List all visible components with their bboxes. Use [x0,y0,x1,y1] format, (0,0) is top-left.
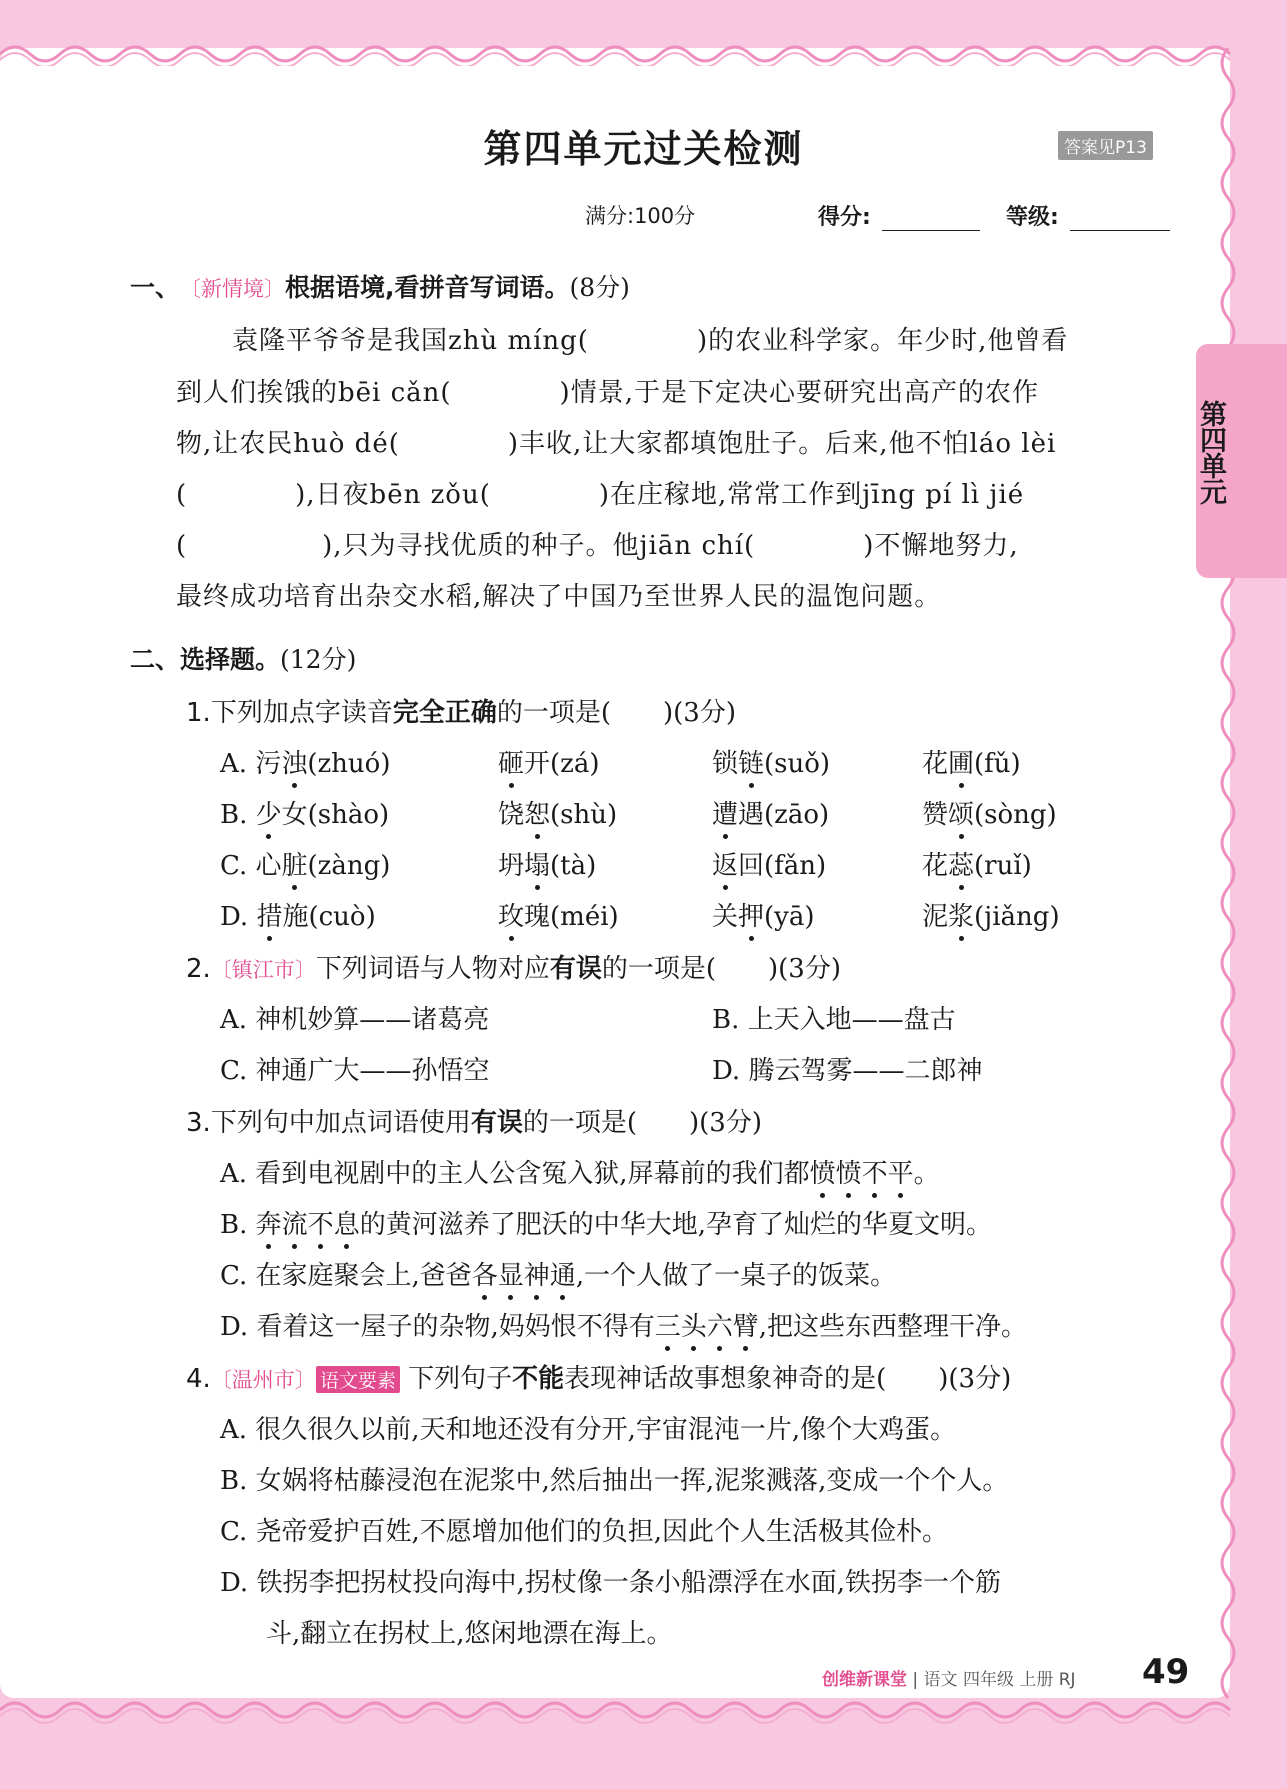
q4-option-a[interactable]: A. 很久很久以前,天和地还没有分开,宇宙混沌一片,像个大鸡蛋。 [220,1415,957,1445]
q1-option-d-1[interactable]: D. 措施(cuò) [220,902,376,932]
q1-option-b-3[interactable]: 遭遇(zāo) [712,800,830,830]
section-2-title: 二、选择题。 [130,645,281,674]
question-text: 的一项是( )(3分) [496,698,736,728]
question-number: 2. [186,954,211,984]
q3-option-a[interactable]: A. 看到电视剧中的主人公含冤入狱,屏幕前的我们都愤愤不平。 [220,1159,940,1189]
question-number: 4. [186,1364,211,1394]
q4-option-c[interactable]: C. 尧帝爱护百姓,不愿增加他们的负担,因此个人生活极其俭朴。 [220,1517,949,1547]
question-emphasis: 不能 [512,1364,565,1394]
question-number: 3. [186,1108,211,1138]
question-text: 的一项是( )(3分) [522,1108,762,1138]
passage-line: 物,让农民huò dé( )丰收,让大家都填饱肚子。后来,他不怕láo lèi [176,429,1057,459]
q3-option-b[interactable]: B. 奔流不息的黄河滋养了肥沃的中华大地,孕育了灿烂的华夏文明。 [220,1210,992,1240]
grade-label: 等级: [1006,205,1059,230]
q1-option-b-2[interactable]: 饶恕(shù) [498,800,618,830]
q1-option-c-4[interactable]: 花蕊(ruǐ) [922,851,1032,881]
section-1-title: 根据语境,看拼音写词语。 [285,273,570,302]
q1-option-a-1[interactable]: A. 污浊(zhuó) [220,749,391,779]
question-emphasis: 有误 [470,1108,523,1138]
q1-option-a-4[interactable]: 花圃(fǔ) [922,749,1021,779]
question-emphasis: 有误 [549,954,602,984]
passage-line: ( ),只为寻找优质的种子。他jiān chí( )不懈地努力, [176,531,1019,561]
new-context-tag: 〔新情境〕 [180,277,286,301]
q1-option-b-4[interactable]: 赞颂(sòng) [922,800,1057,830]
passage-line: 最终成功培育出杂交水稻,解决了中国乃至世界人民的温饱问题。 [176,582,942,612]
section-2-points: (12分) [280,645,357,674]
section-1-prefix: 一、 [130,273,181,302]
score-blank[interactable] [882,230,980,231]
question-text: 的一项是( )(3分) [601,954,841,984]
answer-reference-badge: 答案见P13 [1058,131,1153,160]
q1-option-d-3[interactable]: 关押(yā) [712,902,815,932]
q2-option-d[interactable]: D. 腾云驾雾——二郎神 [712,1056,983,1086]
q4-option-d-continued: 斗,翻立在拐杖上,悠闲地漂在海上。 [266,1619,673,1649]
unit-side-tab-label: 第四单元 [1195,400,1226,504]
passage-line: 到人们挨饿的bēi cǎn( )情景,于是下定决心要研究出高产的农作 [176,378,1039,408]
q1-option-d-2[interactable]: 玫瑰(méi) [498,902,619,932]
score-label: 得分: [818,205,871,230]
q1-option-d-4[interactable]: 泥浆(jiǎng) [922,902,1060,932]
section-1-heading [130,268,630,304]
question-emphasis: 完全正确 [392,698,497,728]
q1-option-a-3[interactable]: 锁链(suǒ) [712,749,831,779]
passage-line: 袁隆平爷爷是我国zhù míng( )的农业科学家。年少时,他曾看 [232,326,1069,356]
footer-info [822,1665,1076,1690]
question-text: 下列句子 [408,1364,513,1394]
grade-blank[interactable] [1070,230,1170,231]
page-title: 第四单元过关检测 [483,127,804,171]
question-4-stem [186,1358,1011,1395]
q1-option-a-2[interactable]: 砸开(zá) [498,749,600,779]
full-score-label: 满分:100分 [585,204,696,228]
q1-option-c-1[interactable]: C. 心脏(zàng) [220,851,391,881]
q3-option-c[interactable]: C. 在家庭聚会上,爸爸各显神通,一个人做了一桌子的饭菜。 [220,1261,897,1291]
question-number: 1. [186,698,211,728]
q3-option-d[interactable]: D. 看着这一屋子的杂物,妈妈恨不得有三头六臂,把这些东西整理干净。 [220,1312,1028,1342]
q2-option-b[interactable]: B. 上天入地——盘古 [712,1005,956,1035]
question-text: 表现神话故事想象神奇的是( )(3分) [564,1364,1012,1394]
q2-option-a[interactable]: A. 神机妙算——诸葛亮 [220,1005,490,1035]
region-tag: 〔镇江市〕 [210,958,316,982]
passage-line: ( ),日夜bēn zǒu( )在庄稼地,常常工作到jīng pí lì jié [176,480,1025,510]
region-tag: 〔温州市〕 [210,1368,316,1392]
q1-option-c-2[interactable]: 坍塌(tà) [498,851,597,881]
q1-option-b-1[interactable]: B. 少女(shào) [220,800,390,830]
book-info: | 语文 四年级 上册 RJ [912,1670,1076,1690]
question-text: 下列词语与人物对应 [315,954,550,984]
section-2-heading [130,640,356,676]
q1-option-c-3[interactable]: 返回(fǎn) [712,851,827,881]
question-text: 下列加点字读音 [210,698,393,728]
language-element-tag: 语文要素 [316,1366,400,1393]
question-text: 下列句中加点词语使用 [210,1108,471,1138]
question-3-stem [186,1102,762,1139]
question-2-stem [186,948,841,985]
q2-option-c[interactable]: C. 神通广大——孙悟空 [220,1056,490,1086]
q4-option-d[interactable]: D. 铁拐李把拐杖投向海中,拐杖像一条小船漂浮在水面,铁拐李一个筋 [220,1568,1001,1598]
question-1-stem [186,692,736,729]
decorative-wave-border-bottom [0,1700,1287,1730]
page-number: 49 [1142,1652,1190,1692]
q4-option-b[interactable]: B. 女娲将枯藤浸泡在泥浆中,然后抽出一挥,泥浆溅落,变成一个个人。 [220,1466,1009,1496]
section-1-points: (8分) [569,273,630,302]
brand-name: 创维新课堂 [822,1670,907,1690]
